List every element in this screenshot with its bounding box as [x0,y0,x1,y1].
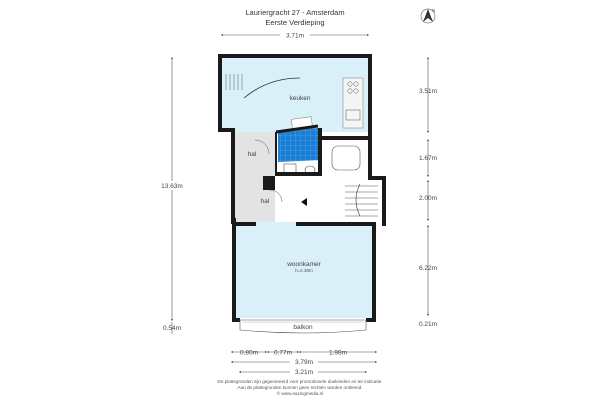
dimension-left [158,58,186,334]
dimension-top [222,30,368,40]
dim-bottom-3: 1.98m [328,349,348,357]
dim-total-height: 13.63m [161,183,183,190]
room-height-woonkamer: h=2.38m [295,268,313,273]
dim-right-5: 0.21m [418,321,438,328]
plan-subtitle: Eerste Verdieping [265,18,325,27]
dim-bottom-width-2: 3.21m [294,369,314,376]
dim-bottom-1: 0.80m [239,349,259,357]
room-label-hal-upper: hal [247,151,257,158]
compass-label: N [432,8,436,13]
dimension-right [419,58,437,328]
dim-right-1: 3.51m [418,88,438,95]
dim-left-bottom: 0.54m [162,325,182,332]
footer-line-3: © www.eazingmedia.nl [276,391,324,396]
room-label-woonkamer: woonkamer [287,261,321,268]
dim-right-2: 1.67m [418,155,438,162]
dim-right-3: 2.00m [418,195,438,202]
footer-line-1: De plattegronden zijn gegenereerd voor promotionele doeleinden en ter indicatie. [217,379,383,384]
dimension-bottom [232,350,376,377]
footer-line-2: Aan de plattegronden kunnen geen rechten worden ontleend. [237,385,363,390]
room-label-hal-lower: hal [260,198,270,205]
plan-title: Lauriergracht 27 - Amsterdam [245,8,345,17]
room-label-keuken: keuken [289,95,311,102]
dim-bottom-width-1: 3.79m [294,359,314,366]
dim-bottom-2: 0.77m [273,349,293,357]
dim-right-4: 6.22m [418,265,438,272]
room-label-balkon: balkon [293,324,313,331]
north-arrow-icon [421,8,435,23]
dim-top-width: 3.71m [285,32,305,40]
